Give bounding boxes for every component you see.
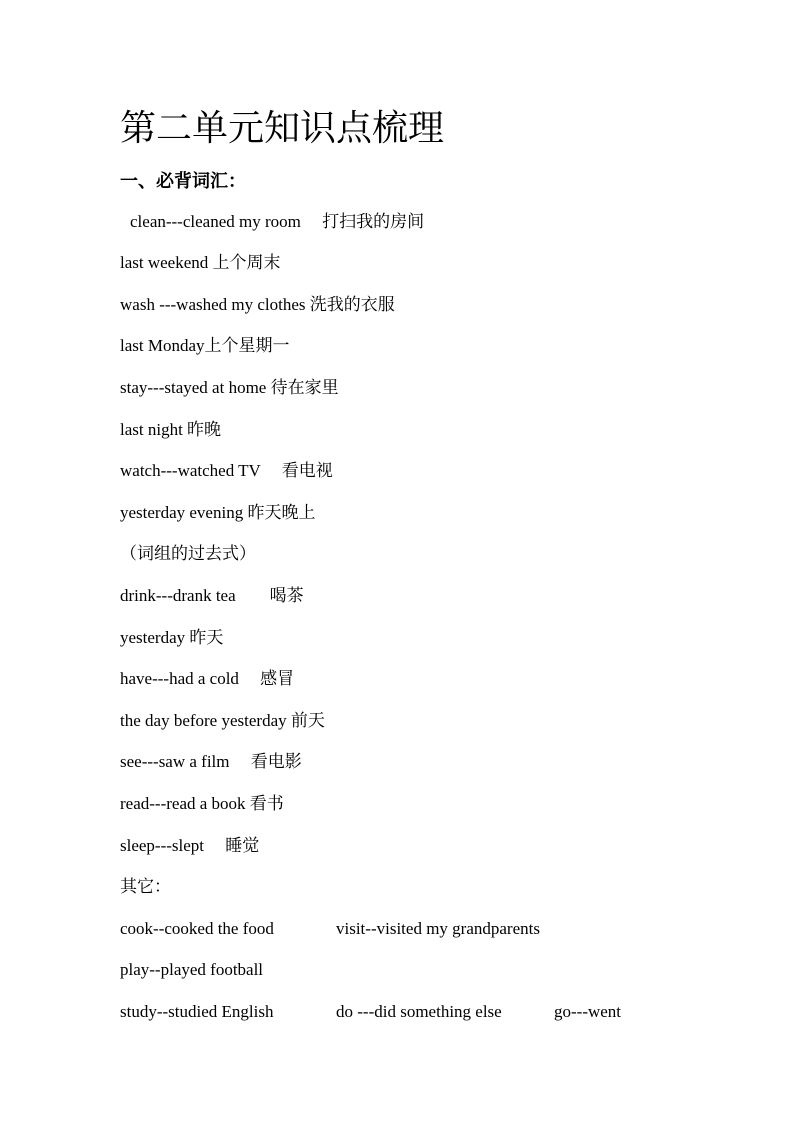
page-title: 第二单元知识点梳理 (120, 108, 445, 148)
vocab-item: go---went (554, 1002, 622, 1021)
vocab-item: visit--visited my grandparents (336, 919, 540, 938)
vocab-line: last Monday上个星期一 (120, 336, 290, 355)
vocab-line: see---saw a film 看电影 (120, 752, 302, 771)
vocab-item: do ---did something else (336, 1002, 502, 1021)
section-heading: 一、必背词汇： (120, 171, 246, 191)
vocab-line: yesterday evening 昨天晚上 (120, 503, 316, 522)
vocab-line: watch---watched TV 看电视 (120, 461, 333, 480)
note-line: （词组的过去式） (120, 544, 256, 563)
vocab-line: wash ---washed my clothes 洗我的衣服 (120, 295, 395, 314)
vocab-item: study--studied English (120, 1002, 274, 1021)
vocab-item: cook--cooked the food (120, 919, 274, 938)
vocab-line: yesterday 昨天 (120, 628, 224, 647)
vocab-line: last night 昨晚 (120, 420, 222, 439)
vocab-line: have---had a cold 感冒 (120, 669, 295, 688)
vocab-line: drink---drank tea 喝茶 (120, 586, 304, 605)
vocab-item: play--played football (120, 960, 264, 979)
vocab-line: stay---stayed at home 待在家里 (120, 378, 339, 397)
vocab-line: last weekend 上个周末 (120, 253, 281, 272)
vocab-line: the day before yesterday 前天 (120, 711, 325, 730)
subsection-label: 其它： (120, 877, 171, 896)
vocab-line: sleep---slept 睡觉 (120, 836, 260, 855)
vocab-line: clean---cleaned my room 打扫我的房间 (130, 212, 425, 231)
vocab-line: read---read a book 看书 (120, 794, 284, 813)
